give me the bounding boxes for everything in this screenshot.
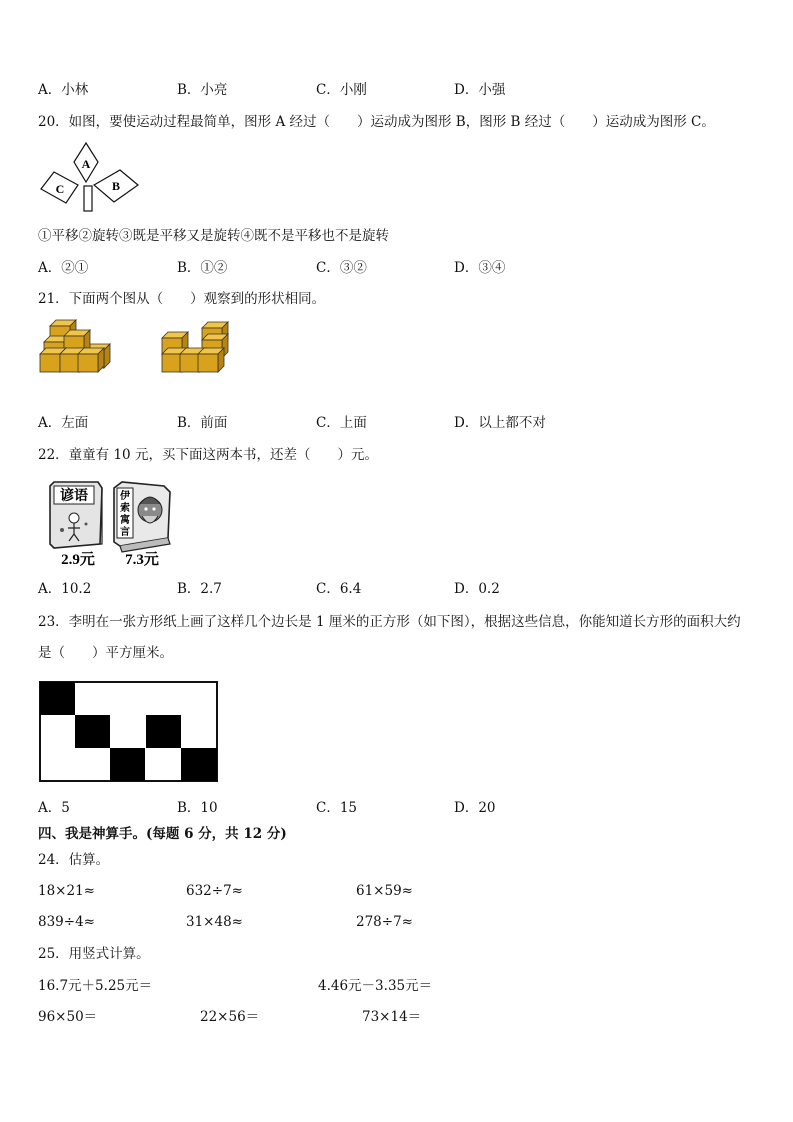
q24-item-4: 839÷4≈ [38, 914, 95, 930]
book2-price: 7.3元 [125, 552, 159, 568]
q20-rotation-figure [38, 142, 142, 214]
q20-stem-rect [84, 186, 92, 211]
q25-item-3: 96×50＝ [38, 1009, 98, 1025]
q21-option-d: D．以上都不对 [454, 415, 546, 431]
q23-option-d: D．20 [454, 800, 496, 816]
q24-item-6: 278÷7≈ [356, 914, 413, 930]
q24-item-3: 61×59≈ [356, 883, 413, 899]
q19-option-b: B．小亮 [177, 82, 228, 98]
q24-item-1: 18×21≈ [38, 883, 95, 899]
book1-title: 谚语 [60, 488, 88, 504]
book2-title-2: 索 [120, 503, 130, 514]
q22-option-a: A．10.2 [38, 581, 92, 597]
q22-option-c: C．6.4 [316, 581, 362, 597]
q25-item-5: 73×14＝ [362, 1009, 422, 1025]
q22-books-figure [46, 478, 176, 568]
book-aesop [114, 482, 170, 552]
q22-stem: 22．童童有 10 元，买下面这两本书，还差（ ）元。 [38, 447, 378, 463]
q20-note: ①平移②旋转③既是平移又是旋转④既不是平移也不是旋转 [38, 228, 389, 244]
q20-label-c: C [55, 182, 65, 196]
book2-title-4: 言 [120, 527, 130, 538]
q23-square-2 [75, 715, 110, 748]
book2-title-3: 寓 [120, 515, 130, 526]
q20-option-c: C．③② [316, 260, 367, 276]
q23-stem-line2: 是（ ）平方厘米。 [38, 645, 173, 661]
q25-item-2: 4.46元－3.35元＝ [318, 978, 433, 994]
q20-stem: 20．如图，要使运动过程最简单，图形 A 经过（ ）运动成为图形 B，图形 B 经过（ ）运动成为图形 C。 [38, 114, 715, 130]
q23-rectangle-figure [39, 681, 218, 782]
q23-square-5 [181, 748, 217, 781]
q25-item-1: 16.7元＋5.25元＝ [38, 978, 153, 994]
q23-square-4 [146, 715, 181, 748]
q20-option-d: D．③④ [454, 260, 506, 276]
q22-option-b: B．2.7 [177, 581, 222, 597]
q23-option-b: B．10 [177, 800, 218, 816]
q23-square-1 [40, 682, 75, 715]
q23-stem-line1: 23．李明在一张方形纸上画了这样几个边长是 1 厘米的正方形（如下图），根据这些信息，你能知道长方形的面积大约 [38, 614, 741, 630]
q23-square-3 [110, 748, 145, 781]
q19-option-a: A．小林 [38, 82, 89, 98]
q21-cube-figure-left [40, 320, 110, 372]
q19-option-d: D．小强 [454, 82, 506, 98]
book1-price: 2.9元 [61, 552, 95, 568]
q20-option-b: B．①② [177, 260, 228, 276]
section-4-title: 四、我是神算手。(每题 6 分，共 12 分) [38, 826, 287, 842]
q20-label-b: B [111, 179, 121, 193]
book2-title-1: 伊 [120, 491, 130, 502]
q23-option-a: A．5 [38, 800, 70, 816]
q20-option-a: A．②① [38, 260, 89, 276]
q21-option-b: B．前面 [177, 415, 228, 431]
q24-item-2: 632÷7≈ [186, 883, 243, 899]
q21-option-c: C．上面 [316, 415, 367, 431]
q21-cube-figure-right [160, 322, 230, 372]
q25-item-4: 22×56＝ [200, 1009, 260, 1025]
q19-option-c: C．小刚 [316, 82, 367, 98]
book-proverbs [50, 482, 102, 548]
q24-stem: 24．估算。 [38, 852, 110, 868]
q24-item-5: 31×48≈ [186, 914, 243, 930]
q21-stem: 21．下面两个图从（ ）观察到的形状相同。 [38, 291, 326, 307]
q20-label-a: A [81, 157, 91, 171]
q22-option-d: D．0.2 [454, 581, 500, 597]
q21-option-a: A．左面 [38, 415, 89, 431]
q25-stem: 25．用竖式计算。 [38, 946, 150, 962]
q23-option-c: C．15 [316, 800, 358, 816]
